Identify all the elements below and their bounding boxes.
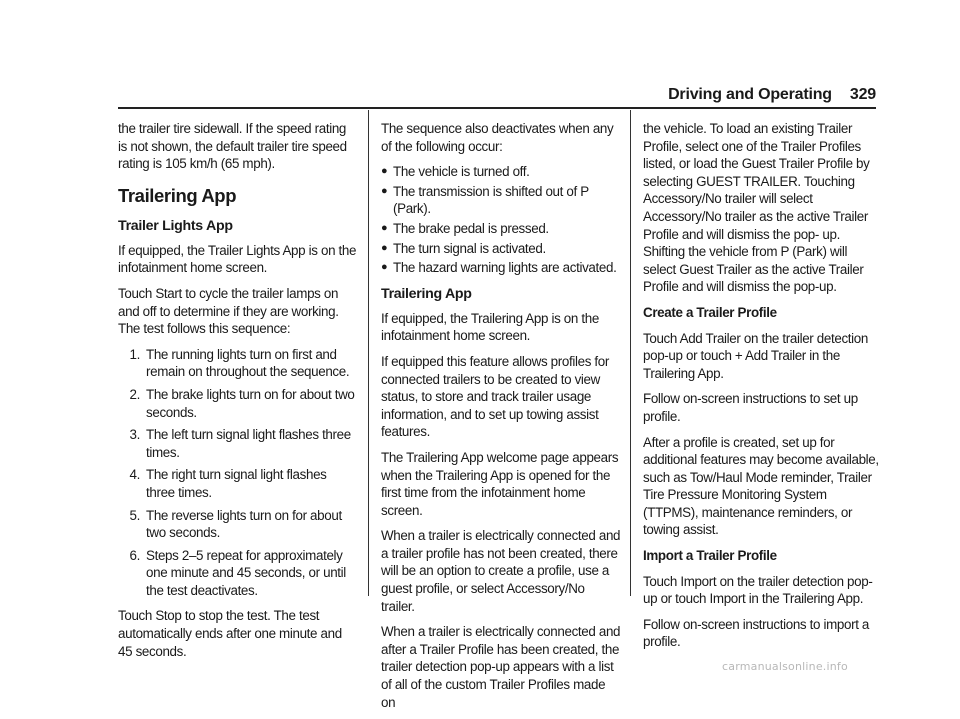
bullet-icon: ● — [381, 165, 388, 178]
list-item — [118, 426, 358, 461]
column-3 — [643, 120, 879, 659]
bullet-text: The transmission is shifted out of P (Park). — [393, 183, 589, 217]
page-number: 329 — [849, 86, 876, 103]
list-item — [381, 220, 621, 238]
paragraph: If equipped, the Trailer Lights App is on the infotainment home screen. — [118, 242, 357, 276]
list-item — [118, 507, 358, 542]
watermark: carmanualsonline.info — [722, 660, 848, 673]
run-in-heading: Create a Trailer Profile — [643, 304, 777, 320]
paragraph: If equipped, the Trailering App is on the infotainment home screen. — [381, 310, 599, 344]
paragraph: When a trailer is electrically connected and a trailer profile has not been created, there will be an option to create a profile, use a guest profile, or select Accessory/No trailer. — [381, 528, 621, 614]
bullet-text: The brake pedal is pressed. — [393, 220, 549, 236]
list-item — [381, 183, 621, 218]
step-text: The running lights turn on first and remain on throughout the sequence. — [146, 346, 350, 380]
list-item — [381, 163, 621, 181]
paragraph: After a profile is created, set up for additional features may become available, such as Tow/Haul Mode reminder, Trailer Tire Pressure Monitoring System (TTPMS), maintenance reminders, or towing assist. — [643, 434, 879, 538]
subsection-heading: Trailer Lights App — [118, 217, 233, 234]
list-item — [381, 240, 621, 258]
bullet-icon: ● — [381, 241, 388, 254]
paragraph: Follow on-screen instructions to import a profile. — [643, 616, 870, 650]
step-number: 2. — [129, 386, 140, 402]
step-text: Steps 2–5 repeat for approximately one minute and 45 seconds, or until the test deactivates. — [146, 547, 346, 598]
step-text: The brake lights turn on for about two seconds. — [146, 386, 355, 420]
list-item — [381, 259, 621, 277]
section-title: Driving and Operating — [668, 86, 832, 103]
bullet-icon: ● — [381, 221, 388, 234]
paragraph: Follow on-screen instructions to set up profile. — [643, 391, 858, 424]
section-heading: Trailering App — [118, 184, 237, 206]
paragraph: If equipped this feature allows profiles for connected trailers to be created to view status, to store and track trailer usage information, and to set up towing assist features. — [381, 353, 609, 440]
bullet-text: The hazard warning lights are activated. — [393, 260, 617, 276]
list-item — [118, 386, 358, 421]
paragraph: the trailer tire sidewall. If the speed rating is not shown, the default trailer tire speed rating is 105 km/h (65 mph). — [118, 121, 347, 172]
bullet-text: The vehicle is turned off. — [393, 164, 530, 180]
bullet-icon: ● — [381, 184, 388, 197]
step-number: 3. — [129, 427, 140, 443]
column-2 — [381, 120, 621, 719]
bullet-list — [381, 163, 621, 277]
paragraph: The sequence also deactivates when any of the following occur: — [381, 121, 614, 154]
paragraph: Touch Stop to stop the test. The test automatically ends after one minute and 45 seconds. — [118, 608, 342, 659]
paragraph: Touch Add Trailer on the trailer detection pop-up or touch + Add Trailer in the Trailering App. — [643, 330, 868, 381]
step-text: The left turn signal light flashes three times. — [146, 427, 351, 460]
header-rule — [118, 107, 876, 109]
steps-list — [118, 346, 358, 600]
column-1 — [118, 120, 358, 668]
step-number: 5. — [129, 507, 140, 523]
page-header — [668, 86, 876, 104]
column-divider — [368, 110, 369, 596]
run-in-heading: Import a Trailer Profile — [643, 548, 777, 564]
bullet-text: The turn signal is activated. — [393, 240, 546, 256]
step-text: The right turn signal light flashes three times. — [146, 467, 327, 500]
step-text: The reverse lights turn on for about two seconds. — [146, 507, 342, 541]
paragraph: The Trailering App welcome page appears when the Trailering App is opened for the first time from the infotainment home screen. — [381, 449, 619, 518]
step-number: 1. — [129, 346, 140, 362]
paragraph: Touch Import on the trailer detection pop-up or touch Import in the Trailering App. — [643, 573, 873, 607]
step-number: 6. — [129, 547, 140, 563]
paragraph: When a trailer is electrically connected and after a Trailer Profile has been created, the trailer detection pop-up appears with a list of all of the custom Trailer Profiles made on — [381, 624, 621, 710]
column-divider — [630, 110, 631, 596]
paragraph: Touch Start to cycle the trailer lamps on and off to determine if they are working. The test follows this sequence: — [118, 285, 339, 337]
list-item — [118, 346, 358, 381]
list-item — [118, 547, 358, 600]
list-item — [118, 466, 358, 501]
subsection-heading: Trailering App — [381, 285, 472, 302]
bullet-icon: ● — [381, 261, 388, 274]
step-number: 4. — [129, 467, 140, 483]
paragraph: the vehicle. To load an existing Trailer Profile, select one of the Trailer Profiles listed, or load the Guest Trailer Profile by selecting GUEST TRAILER. Touching Accessory/No trailer will select Accessory/No trailer as the active Trailer Profile and will dismiss the pop- up. Shifting the vehicle from P (Park) will select Guest Trailer as the active Trailer Profile and will dismiss the pop-up. — [643, 121, 870, 295]
